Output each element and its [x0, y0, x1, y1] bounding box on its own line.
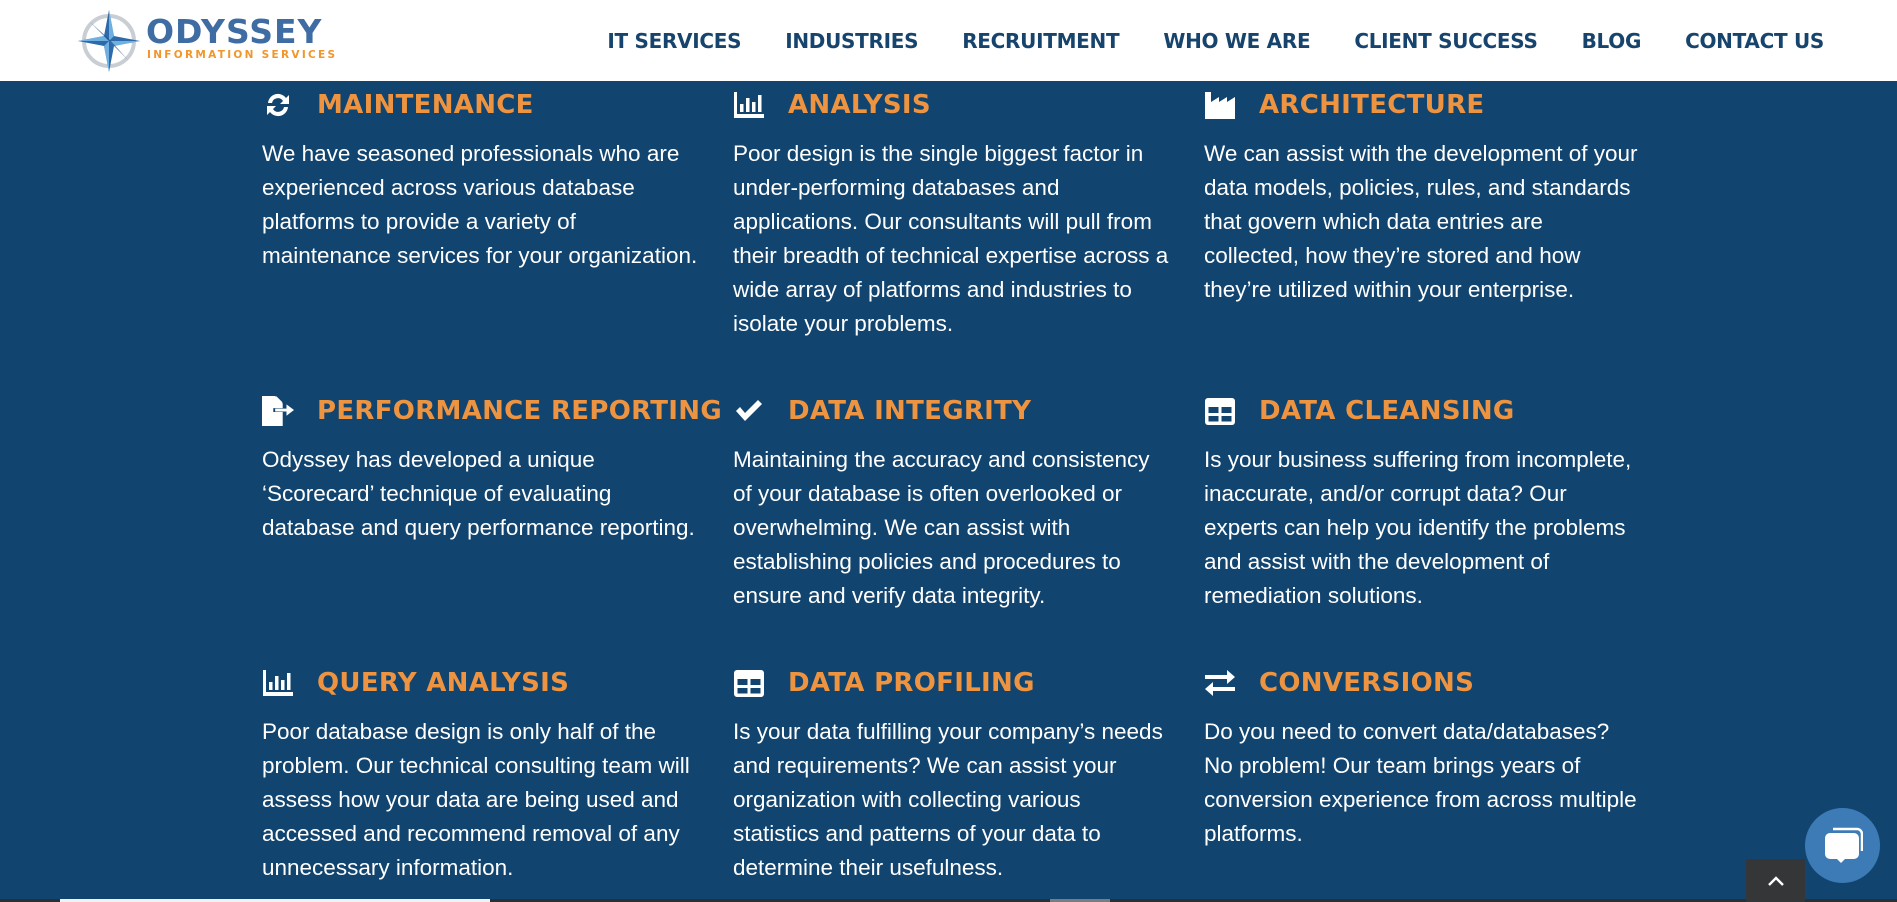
industry-icon: [1204, 89, 1236, 121]
service-description: Poor database design is only half of the problem. Our technical consulting team will assess how your data are being used and accessed and recommend removal of any unnecessary information.: [262, 719, 690, 880]
service-description: Is your data fulfilling your company’s needs and requirements? We can assist your organization with collecting various statistics and patterns of your data to determine their usefulness.: [733, 719, 1163, 880]
service-description: We have seasoned professionals who are experienced across various database platforms to provide a variety of maintenance services for your organization.: [262, 141, 698, 268]
service-card-analysis: [733, 85, 1173, 341]
service-title: CONVERSIONS: [1259, 668, 1475, 698]
scroll-to-top-button[interactable]: [1746, 859, 1805, 902]
service-card-query-analysis: [262, 663, 702, 885]
service-description: Do you need to convert data/databases? No problem! Our team brings years of conversion experience from across multiple platforms.: [1204, 719, 1637, 846]
file-export-icon: [262, 395, 294, 427]
exchange-arrows-icon: [1204, 667, 1236, 699]
logo-tagline: INFORMATION SERVICES: [147, 49, 338, 61]
service-title: MAINTENANCE: [317, 90, 534, 120]
logo[interactable]: [76, 8, 338, 72]
nav-recruitment[interactable]: RECRUITMENT: [962, 29, 1120, 53]
service-description: Is your business suffering from incomplete, inaccurate, and/or corrupt data? Our experts can help you identify the problems and assist with the development of remediation solutions.: [1204, 447, 1632, 608]
table-icon: [1204, 395, 1236, 427]
service-description: Odyssey has developed a unique ‘Scorecard’ technique of evaluating database and query performance reporting.: [262, 447, 695, 540]
service-card-conversions: [1204, 663, 1644, 851]
service-title: DATA INTEGRITY: [788, 396, 1032, 426]
chevron-up-icon: [1767, 875, 1785, 887]
bar-chart-icon: [262, 667, 294, 699]
service-title: ARCHITECTURE: [1259, 90, 1485, 120]
service-description: Poor design is the single biggest factor in under-performing databases and applications. Our consultants will pull from their breadth of technical expertise across a wide array of platforms and industries to isolate your problems.: [733, 141, 1169, 336]
service-description: Maintaining the accuracy and consistency of your database is often overlooked or overwhelming. We can assist with establishing policies and procedures to ensure and verify data integrity.: [733, 447, 1150, 608]
chat-button[interactable]: [1805, 808, 1880, 883]
service-card-performance-reporting: [262, 391, 722, 545]
service-card-data-profiling: [733, 663, 1173, 885]
nav-it-services[interactable]: IT SERVICES: [607, 29, 742, 53]
service-card-maintenance: [262, 85, 702, 273]
nav-industries[interactable]: INDUSTRIES: [785, 29, 919, 53]
service-card-architecture: [1204, 85, 1644, 307]
refresh-icon: [262, 89, 294, 121]
service-title: DATA PROFILING: [788, 668, 1035, 698]
service-card-data-cleansing: [1204, 391, 1644, 613]
compass-star-icon: [76, 8, 142, 74]
service-title: DATA CLEANSING: [1259, 396, 1515, 426]
service-card-data-integrity: [733, 391, 1173, 613]
nav-blog[interactable]: BLOG: [1581, 29, 1642, 53]
chat-bubble-icon: [1823, 827, 1863, 865]
checkmark-icon: [733, 395, 765, 427]
site-header: [0, 0, 1897, 81]
nav-who-we-are[interactable]: WHO WE ARE: [1163, 29, 1311, 53]
logo-name: ODYSSEY: [146, 12, 323, 51]
service-title: ANALYSIS: [788, 90, 931, 120]
service-title: PERFORMANCE REPORTING: [317, 396, 722, 426]
bar-chart-icon: [733, 89, 765, 121]
service-title: QUERY ANALYSIS: [317, 668, 570, 698]
table-icon: [733, 667, 765, 699]
nav-contact-us[interactable]: CONTACT US: [1685, 29, 1824, 53]
nav-client-success[interactable]: CLIENT SUCCESS: [1354, 29, 1538, 53]
service-description: We can assist with the development of your data models, policies, rules, and standards that govern which data entries are collected, how they’re stored and how they’re utilized within your enterprise.: [1204, 141, 1638, 302]
main-nav: [607, 26, 1824, 56]
